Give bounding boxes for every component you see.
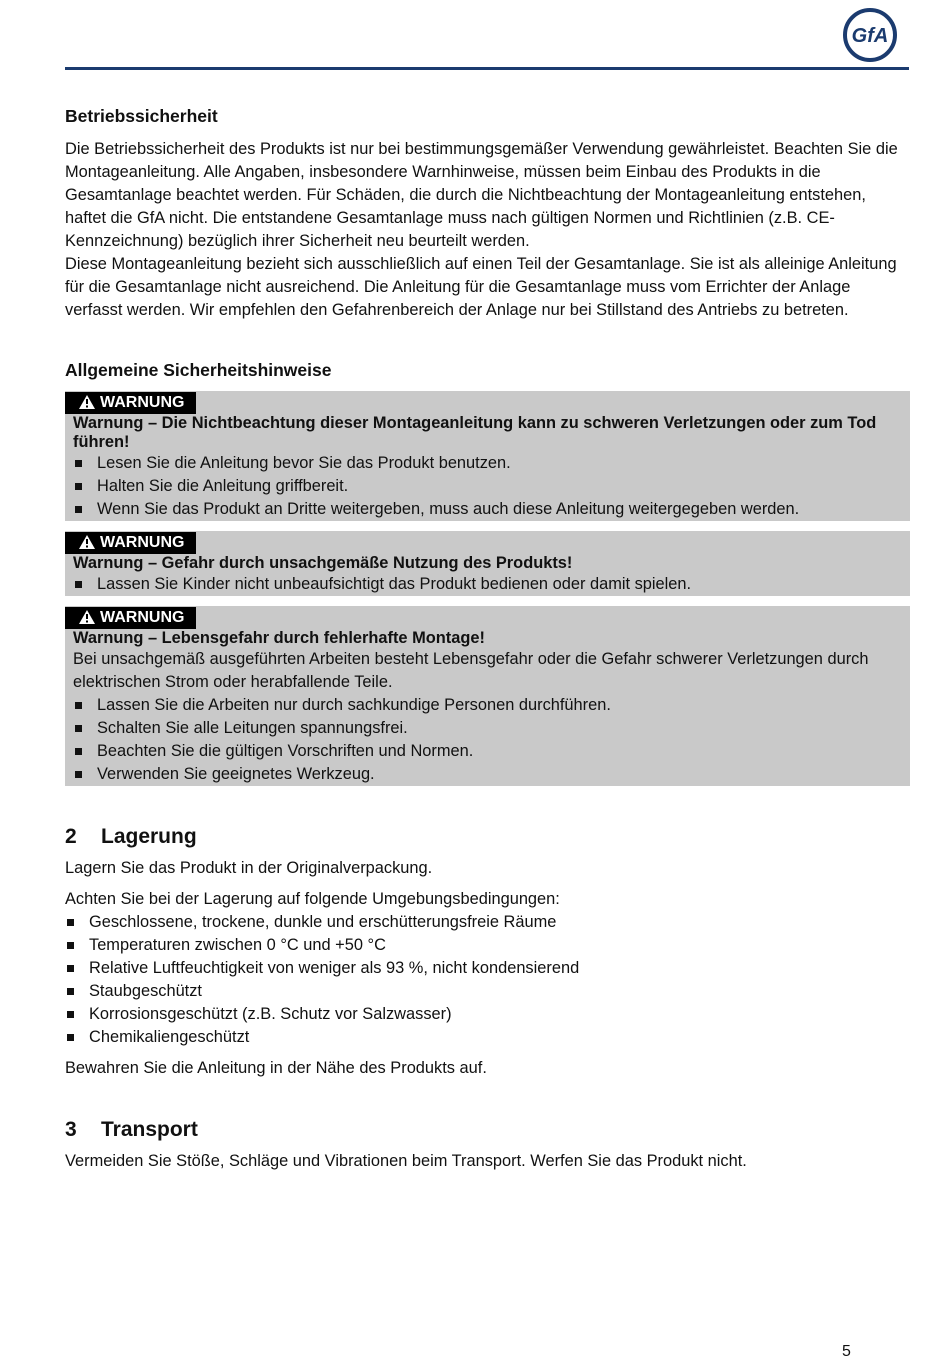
warning-triangle-icon [79, 610, 95, 624]
warning-title-3: Warnung – Lebensgefahr durch fehlerhafte Montage! [73, 629, 485, 647]
lagerung-para-1: Lagern Sie das Produkt in der Originalverpackung. [65, 859, 433, 877]
lagerung-outro: Bewahren Sie die Anleitung in der Nähe des Produkts auf. [65, 1059, 487, 1077]
warning-2-list [73, 573, 902, 596]
warning-3-text: Bei unsachgemäß ausgeführten Arbeiten besteht Lebensgefahr oder die Gefahr schwerer Verletzungen durch elektrischen Strom oder herabfallende Teile. [73, 650, 869, 691]
allgemeine-sicherheitshinweise-heading: Allgemeine Sicherheitshinweise [65, 360, 332, 380]
list-item: Verwenden Sie geeignetes Werkzeug. [73, 763, 902, 786]
gfa-logo [842, 7, 898, 63]
list-item: Chemikaliengeschützt [65, 1026, 910, 1049]
warning-badge: WARNUNG [65, 392, 196, 414]
list-item: Lassen Sie Kinder nicht unbeaufsichtigt das Produkt bedienen oder damit spielen. [73, 573, 902, 596]
list-item: Halten Sie die Anleitung griffbereit. [73, 475, 902, 498]
logo-text: GfA [851, 25, 889, 47]
page-number: 5 [842, 1343, 851, 1360]
warning-3-list [73, 694, 902, 786]
betriebssicherheit-para-2: Diese Montageanleitung bezieht sich ausschließlich auf einen Teil der Gesamtanlage. Sie ist als alleinige Anleitung für die Gesamtanlage nicht ausreichend. Die Anleitung für die Gesamtanlage muss vom Errichter der Anlage verfasst werden. Wir empfehlen den Gefahrenbereich der Anlage nur bei Stillstand des Antriebs zu betreten. [65, 255, 897, 319]
warning-title-2: Warnung – Gefahr durch unsachgemäße Nutzung des Produkts! [73, 554, 573, 572]
warning-badge: WARNUNG [65, 532, 196, 554]
warning-triangle-icon [79, 395, 95, 409]
list-item: Relative Luftfeuchtigkeit von weniger als 93 %, nicht kondensierend [65, 957, 910, 980]
list-item: Korrosionsgeschützt (z.B. Schutz vor Salzwasser) [65, 1003, 910, 1026]
warning-box-3 [65, 606, 910, 786]
warning-box-1 [65, 391, 910, 521]
betriebssicherheit-heading: Betriebssicherheit [65, 106, 218, 126]
section-2-heading [65, 822, 910, 852]
section-title: Transport [101, 1118, 198, 1141]
header-rule [65, 67, 909, 70]
warning-badge: WARNUNG [65, 607, 196, 629]
warning-1-list [73, 452, 902, 521]
list-item: Beachten Sie die gültigen Vorschriften und Normen. [73, 740, 902, 763]
warning-title-1: Warnung – Die Nichtbeachtung dieser Montageanleitung kann zu schweren Verletzungen oder zum Tod führen! [73, 414, 877, 451]
list-item: Lesen Sie die Anleitung bevor Sie das Produkt benutzen. [73, 452, 902, 475]
section-3-heading [65, 1115, 910, 1145]
lagerung-list [65, 911, 910, 1049]
section-number: 2 [65, 825, 77, 848]
list-item: Lassen Sie die Arbeiten nur durch sachkundige Personen durchführen. [73, 694, 902, 717]
list-item: Staubgeschützt [65, 980, 910, 1003]
lagerung-intro: Achten Sie bei der Lagerung auf folgende Umgebungsbedingungen: [65, 890, 560, 908]
list-item: Geschlossene, trockene, dunkle und erschütterungsfreie Räume [65, 911, 910, 934]
list-item: Temperaturen zwischen 0 °C und +50 °C [65, 934, 910, 957]
betriebssicherheit-para-1: Die Betriebssicherheit des Produkts ist nur bei bestimmungsgemäßer Verwendung gewährleistet. Beachten Sie die Montageanleitung. Alle Angaben, insbesondere Warnhinweise, müssen beim Einbau des Produkts in die Gesamtanlage beachtet werden. Für Schäden, die durch die Nichtbeachtung der Montageanleitung entstehen, haftet die GfA nicht. Die entstandene Gesamtanlage muss nach gültigen Normen und Richtlinien (z.B. CE-Kennzeichnung) bezüglich ihrer Sicherheit neu beurteilt werden. [65, 140, 898, 250]
section-number: 3 [65, 1118, 77, 1141]
section-title: Lagerung [101, 825, 197, 848]
page-content [65, 104, 910, 1173]
list-item: Wenn Sie das Produkt an Dritte weitergeben, muss auch diese Anleitung weitergegeben werden. [73, 498, 902, 521]
list-item: Schalten Sie alle Leitungen spannungsfrei. [73, 717, 902, 740]
warning-box-2 [65, 531, 910, 596]
transport-para: Vermeiden Sie Stöße, Schläge und Vibrationen beim Transport. Werfen Sie das Produkt nicht. [65, 1152, 747, 1170]
warning-triangle-icon [79, 535, 95, 549]
